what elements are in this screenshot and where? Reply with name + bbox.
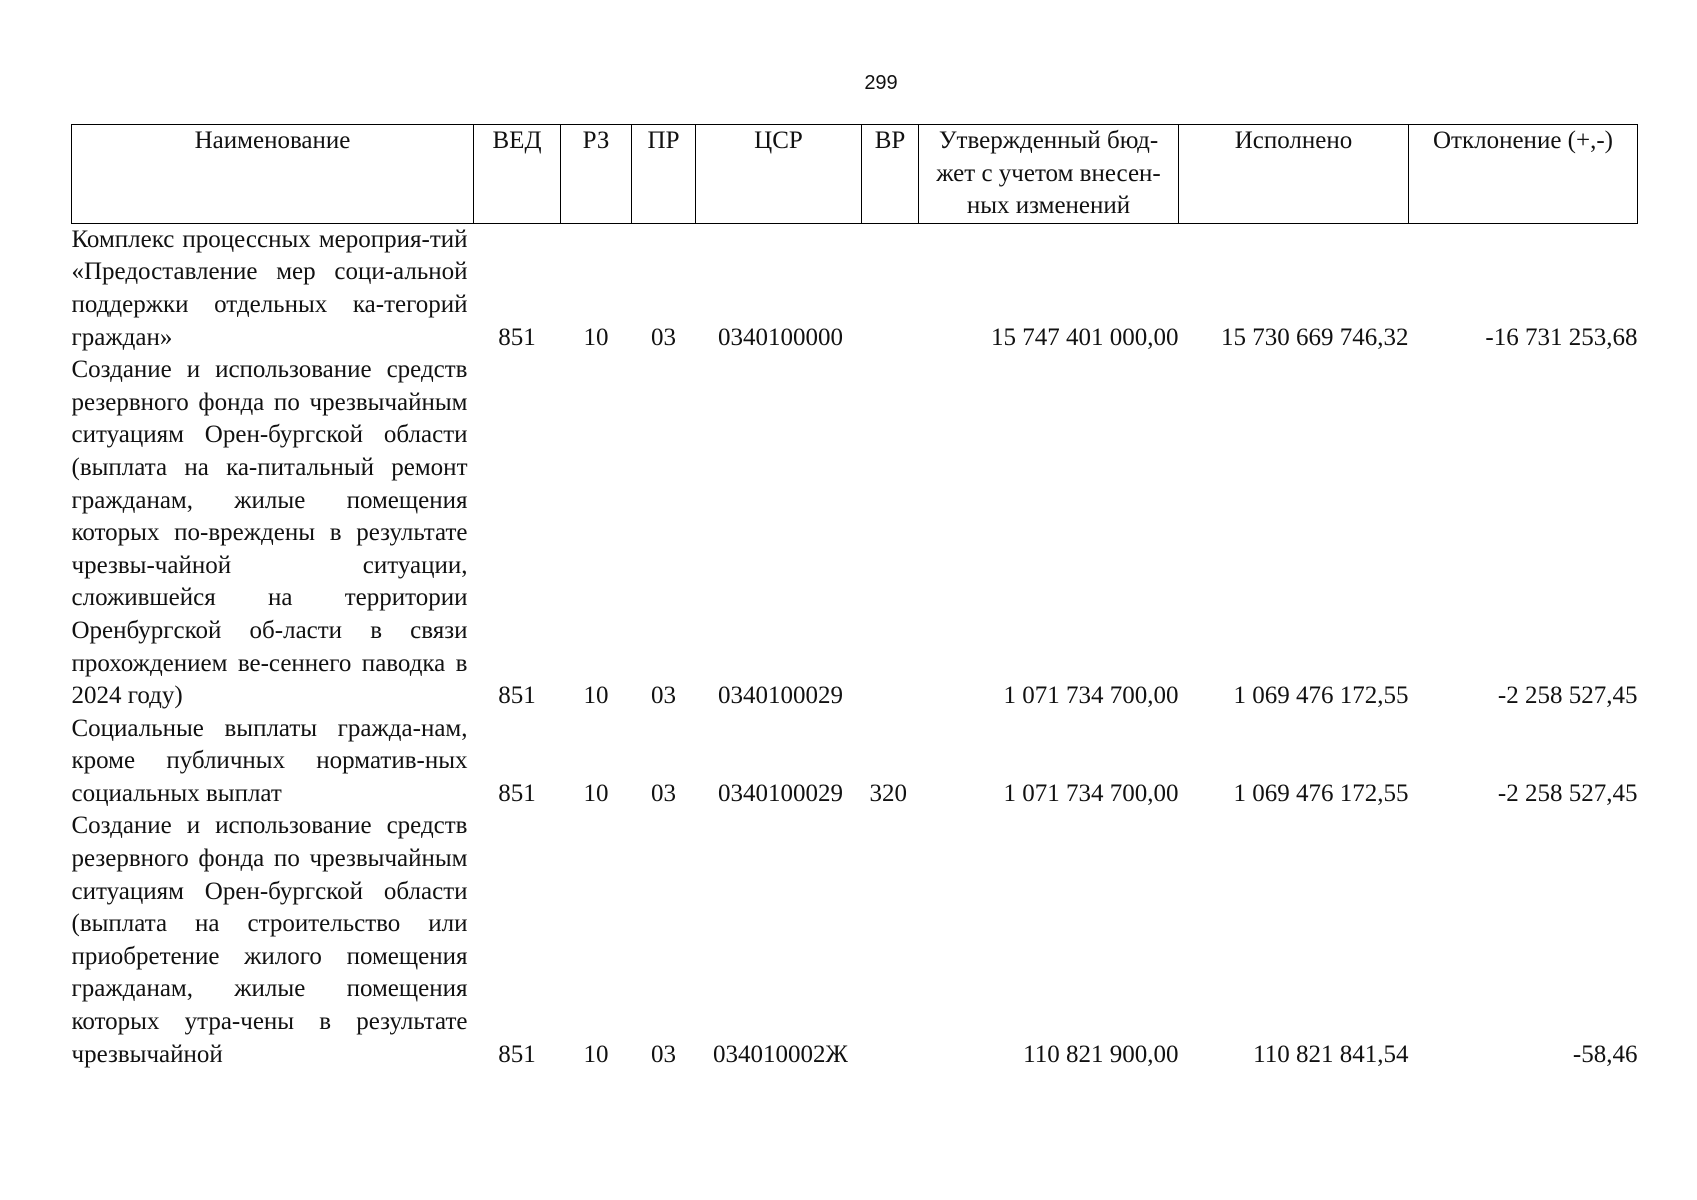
header-pr: ПР	[632, 125, 696, 224]
row-deviation: -58,46	[1572, 1040, 1638, 1068]
row-vr: 320	[869, 779, 907, 807]
header-vr: ВР	[862, 125, 919, 224]
row-executed: 1 069 476 172,55	[1233, 779, 1409, 807]
row-budget: 1 071 734 700,00	[1003, 779, 1179, 807]
table-row	[72, 810, 1638, 1071]
row-ved: 851	[498, 682, 536, 710]
row-vr	[862, 354, 919, 713]
header-deviation: Отклонение (+,-)	[1409, 125, 1638, 224]
header-ved: ВЕД	[474, 125, 561, 224]
row-rz: 10	[583, 1040, 609, 1068]
table-header	[72, 125, 1638, 224]
row-name: Создание и использование средств резервного фонда по чрезвычайным ситуациям Орен-бургской области (выплата на ка-питальный ремонт гражданам, жилые помещения которых по-вреждены в результате чрезвы-чайной ситуации, сложившейся на территории Оренбургской об-ласти в связи прохождением ве-сеннего паводка в 2024 году)	[71, 356, 468, 710]
header-csr: ЦСР	[696, 125, 862, 224]
row-csr: 0340100029	[718, 682, 843, 710]
row-csr: 034010002Ж	[713, 1040, 848, 1068]
row-pr: 03	[651, 779, 676, 807]
row-executed: 110 821 841,54	[1253, 1040, 1409, 1068]
row-pr: 03	[651, 682, 676, 710]
row-ved: 851	[498, 1040, 536, 1068]
table-row	[72, 713, 1638, 811]
row-csr: 0340100029	[718, 779, 843, 807]
table-row	[72, 223, 1638, 354]
row-vr	[862, 223, 919, 354]
page-number: 299	[864, 72, 898, 94]
row-pr: 03	[651, 323, 676, 351]
row-ved: 851	[498, 779, 536, 807]
row-rz: 10	[583, 682, 609, 710]
row-budget: 1 071 734 700,00	[1003, 682, 1179, 710]
row-name: Создание и использование средств резервного фонда по чрезвычайным ситуациям Орен-бургской области (выплата на строительство или приобретение жилого помещения гражданам, жилые помещения которых утра-чены в результате чрезвычайной	[71, 812, 468, 1068]
budget-table	[71, 124, 1638, 1071]
header-executed: Исполнено	[1179, 125, 1409, 224]
table-row	[72, 354, 1638, 713]
row-budget: 15 747 401 000,00	[991, 323, 1179, 351]
row-name: Социальные выплаты гражда-нам, кроме публичных норматив-ных социальных выплат	[71, 714, 468, 807]
row-budget: 110 821 900,00	[1023, 1040, 1179, 1068]
row-pr: 03	[651, 1040, 676, 1068]
row-rz: 10	[583, 779, 609, 807]
header-rz: РЗ	[561, 125, 632, 224]
row-executed: 1 069 476 172,55	[1233, 682, 1409, 710]
row-executed: 15 730 669 746,32	[1221, 323, 1409, 351]
header-name: Наименование	[72, 125, 474, 224]
row-name: Комплекс процессных мероприя-тий «Предоставление мер соци-альной поддержки отдельных ка-тегорий граждан»	[71, 225, 468, 351]
row-vr	[862, 810, 919, 1071]
row-csr: 0340100000	[718, 323, 843, 351]
row-deviation: -2 258 527,45	[1497, 682, 1638, 710]
header-budget: Утвержденный бюд-жет с учетом внесен-ных изменений	[919, 125, 1179, 224]
row-rz: 10	[583, 323, 609, 351]
row-deviation: -16 731 253,68	[1485, 323, 1638, 351]
row-ved: 851	[498, 323, 536, 351]
row-deviation: -2 258 527,45	[1497, 779, 1638, 807]
